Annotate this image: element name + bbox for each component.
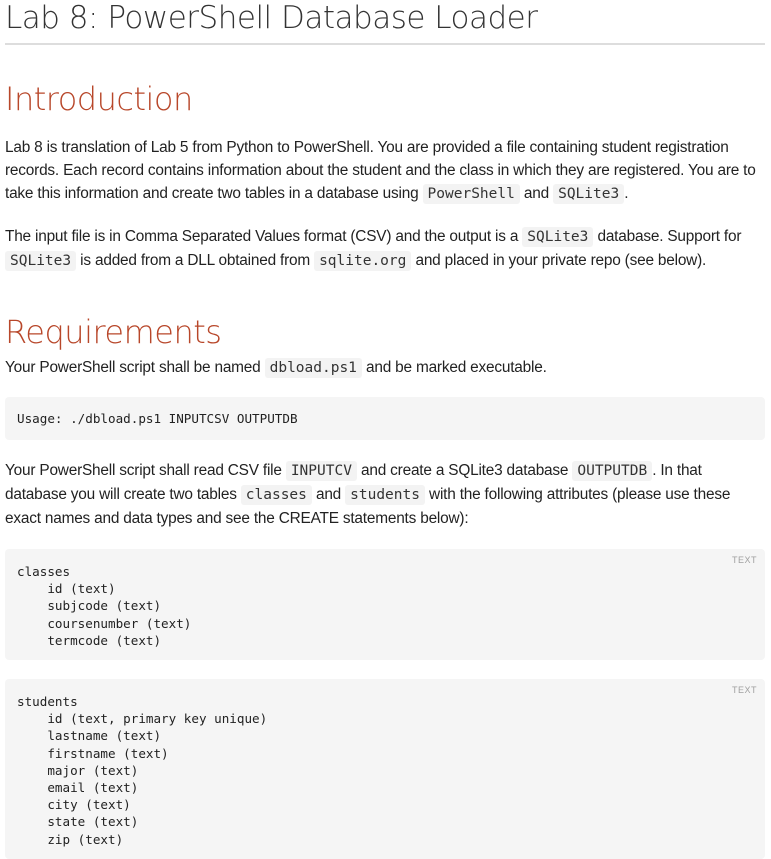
page-title: Lab 8: PowerShell Database Loader bbox=[5, 0, 765, 45]
requirements-paragraph-1: Your PowerShell script shall be named dbload.ps1 and be marked executable. bbox=[5, 359, 547, 376]
students-schema-code: students id (text, primary key unique) lastname (text) firstname (text) major (text) email (text) city (text) state (text) zip (text) bbox=[17, 694, 268, 847]
inline-code-sqlite-org: sqlite.org bbox=[314, 251, 411, 271]
inline-code-students: students bbox=[345, 485, 425, 505]
inline-code-sqlite3: SQLite3 bbox=[5, 251, 76, 271]
requirements-paragraph-2: Your PowerShell script shall read CSV file INPUTCV and create a SQLite3 database OUTPUTDB . In that database you will create two tables classes and students with the following attributes (please use these exact names and data types and see the CREATE statements below): bbox=[5, 462, 731, 527]
document bbox=[5, 0, 765, 859]
usage-code: Usage: ./dbload.ps1 INPUTCSV OUTPUTDB bbox=[17, 411, 298, 426]
classes-code-block bbox=[5, 549, 765, 660]
inline-code-outputdb: OUTPUTDB bbox=[572, 461, 652, 481]
intro-paragraph-2: The input file is in Comma Separated Values format (CSV) and the output is a SQLite3 database. Support for SQLite3 is added from a DLL obtained from sqlite.org and placed in your private repo (see below). bbox=[5, 228, 742, 269]
inline-code-inputcv: INPUTCV bbox=[286, 461, 357, 481]
code-language-label: TEXT bbox=[731, 555, 757, 565]
intro-paragraph-1: Lab 8 is translation of Lab 5 from Python to PowerShell. You are provided a file containing student registration records. Each record contains information about the student and the class in which they are registered. You are to take this information and create two tables in a database using PowerShell and SQLite3 . bbox=[5, 139, 756, 202]
inline-code-powershell: PowerShell bbox=[423, 184, 520, 204]
requirements-heading: Requirements bbox=[5, 313, 222, 351]
inline-code-classes: classes bbox=[241, 485, 312, 505]
inline-code-dbload: dbload.ps1 bbox=[265, 358, 362, 378]
classes-schema-code: classes id (text) subjcode (text) coursenumber (text) termcode (text) bbox=[17, 564, 192, 648]
usage-code-block bbox=[5, 397, 765, 440]
students-code-block bbox=[5, 679, 765, 859]
inline-code-sqlite3: SQLite3 bbox=[522, 227, 593, 247]
introduction-heading: Introduction bbox=[5, 80, 193, 118]
code-language-label: TEXT bbox=[731, 685, 757, 695]
inline-code-sqlite3: SQLite3 bbox=[553, 184, 624, 204]
